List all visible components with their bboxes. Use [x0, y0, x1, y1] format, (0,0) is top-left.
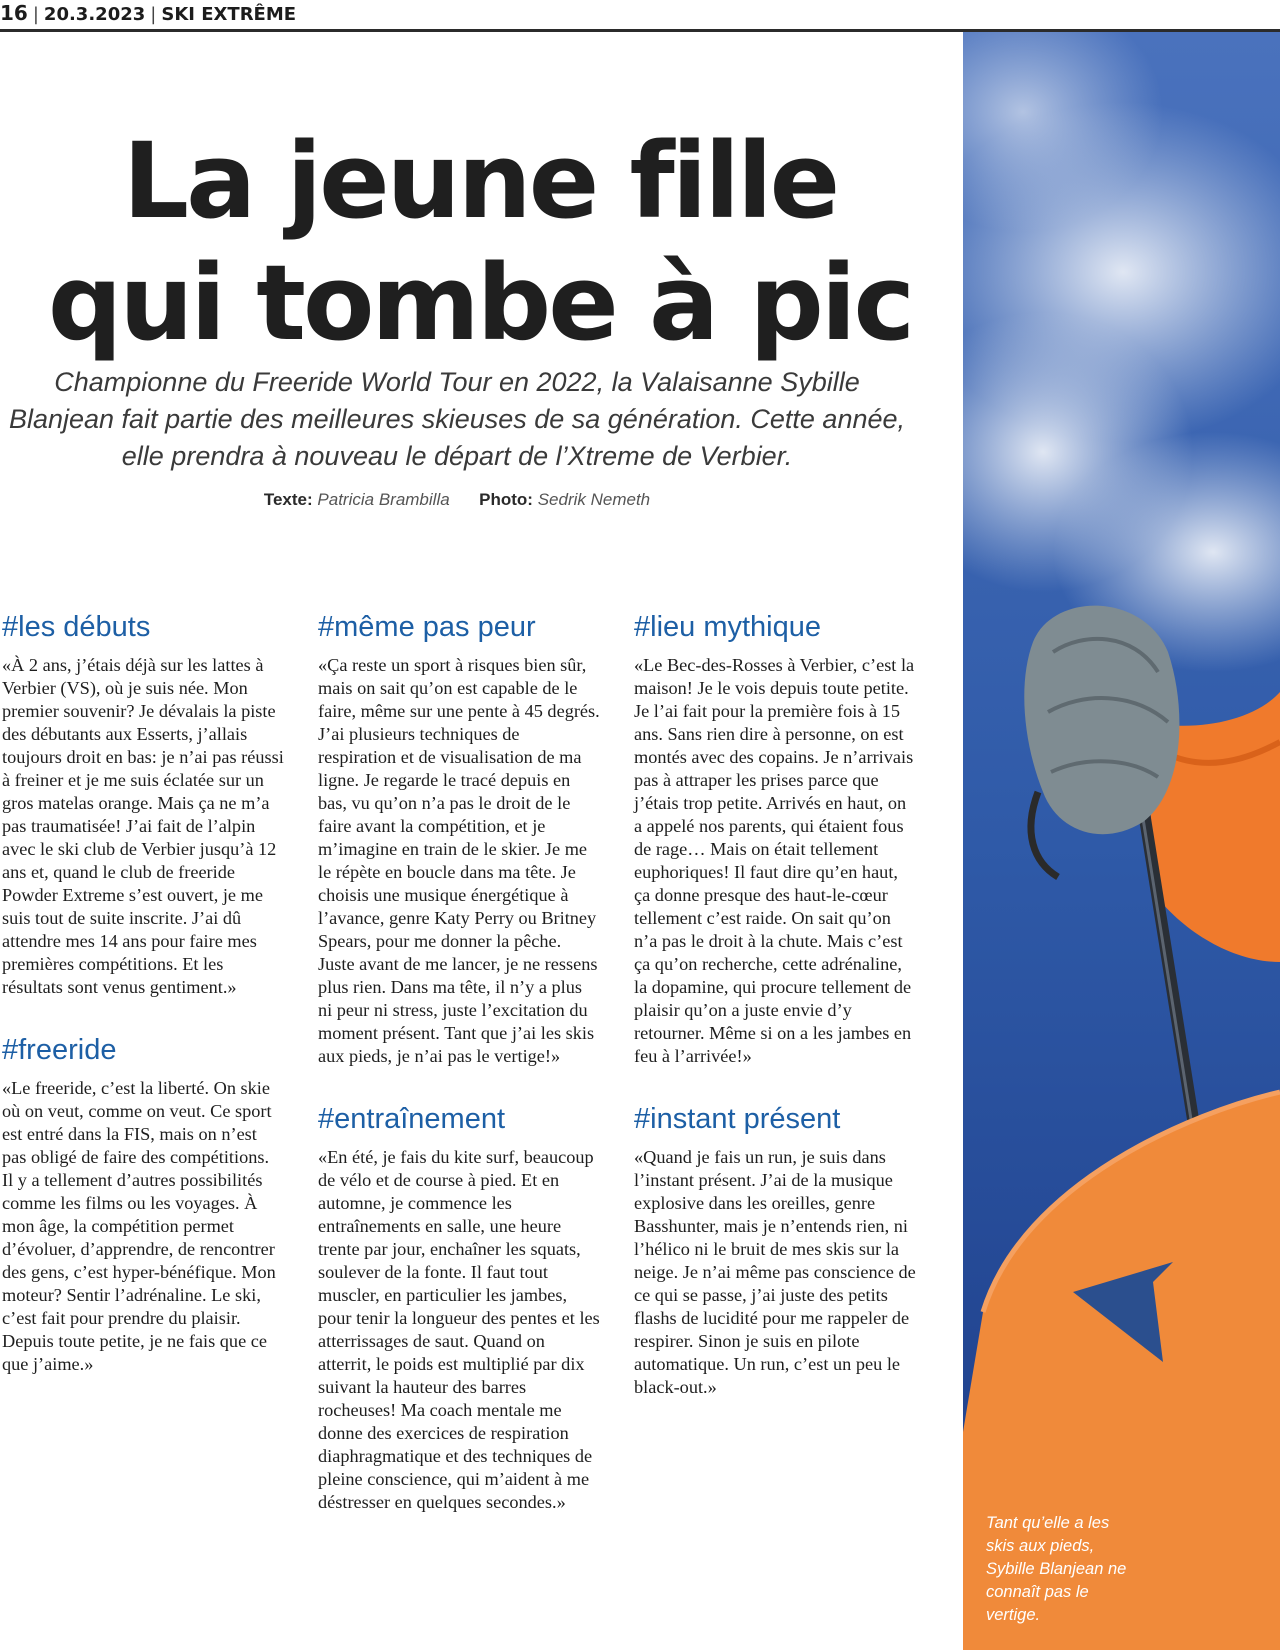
byline	[0, 490, 914, 510]
clouds	[963, 32, 1280, 672]
photo-credit-label: Photo:	[479, 490, 533, 509]
column-1	[2, 610, 284, 1410]
running-head	[0, 0, 1280, 28]
column-3	[634, 610, 916, 1433]
section-heading: #instant présent	[634, 1103, 841, 1135]
photo-illustration	[963, 32, 1280, 1650]
section-entrainement	[318, 1102, 600, 1514]
column-2	[318, 610, 600, 1548]
section-meme-pas-peur	[318, 610, 600, 1068]
section-body: «Le freeride, c’est la liberté. On skie où on veut, comme on veut. Ce sport est entré dans la FIS, mais on n’est pas obligé de faire des compétitions. Il y a tellement d’autres possibilités comme les films ou les voyages. À mon âge, la compétition permet d’évoluer, d’apprendre, de rencontrer des gens, c’est hyper-bénéfique. Mon moteur? Sentir l’adrénaline. Le ski, c’est fait pour prendre du plaisir. Depuis toute petite, je ne fais que ce que j’aime.»	[2, 1078, 276, 1374]
issue-date: 20.3.2023	[43, 4, 146, 25]
section-heading: #lieu mythique	[634, 611, 821, 643]
section-body: «Quand je fais un run, je suis dans l’instant présent. J’ai de la musique explosive dans les oreilles, genre Basshunter, mais je n’entends rien, ni l’hélico ni le bruit de mes skis sur la neige. Je n’ai même pas conscience de ce qui se passe, j’ai juste des petits flashs de lucidité pour me rappeler de respirer. Sinon je suis en pilote automatique. Un run, c’est un peu le black-out.»	[634, 1147, 916, 1397]
text-credit-label: Texte:	[263, 490, 313, 509]
section-heading: #même pas peur	[318, 611, 536, 643]
headline-line-1: La jeune fille	[122, 120, 838, 242]
section-body: «Le Bec-des-Rosses à Verbier, c’est la maison! Je le vois depuis toute petite. Je l’ai fait pour la première fois à 15 ans. Sans rien dire à personne, on est montés avec des copains. Je n’arrivais pas à attraper les prises parce que j’étais trop petite. Arrivés en haut, on a appelé nos parents, qui étaient fous de rage… Mais on était tellement euphoriques! Il faut dire qu’en haut, ça donne presque des haut-le-cœur tellement c’est raide. On sait qu’on n’a pas le droit à la chute. Mais c’est ça qu’on recherche, cette adrénaline, la dopamine, qui procure tellement de plaisir qu’on a juste envie d’y retourner. Même si on a les jambes en feu à l’arrivée!»	[634, 655, 915, 1066]
section-debuts	[2, 610, 284, 999]
section-heading: #les débuts	[2, 611, 151, 643]
photo-caption: Tant qu’elle a les skis aux pieds, Sybille Blanjean ne connaît pas le vertige.	[986, 1514, 1127, 1624]
section-freeride	[2, 1033, 284, 1376]
headline-line-2: qui tombe à pic	[47, 242, 913, 364]
separator: |	[150, 4, 157, 25]
photo-credit-author: Sedrik Nemeth	[537, 490, 651, 509]
section-lieu-mythique	[634, 610, 916, 1068]
section-body: «Ça reste un sport à risques bien sûr, mais on sait qu’on est capable de le faire, même sur une pente à 45 degrés. J’ai plusieurs techniques de respiration et de visualisation de ma ligne. Je regarde le tracé depuis en bas, vu qu’on n’a pas le droit de le faire avant la compétition, et je m’imagine en train de le skier. Je me le répète en boucle dans ma tête. Je choisis une musique énergétique à l’avance, genre Katy Perry ou Britney Spears, pour me donner la pêche. Juste avant de me lancer, je ne ressens plus rien. Dans ma tête, il n’y a plus ni peur ni stress, juste l’excitation du moment présent. Tant que j’ai les skis aux pieds, je n’ai pas le vertige!»	[318, 655, 600, 1066]
section-body: «En été, je fais du kite surf, beaucoup de vélo et de course à pied. Et en automne, je commence les entraînements en salle, une heure trente par jour, enchaîner les squats, soulever de la fonte. Il faut tout muscler, en particulier les jambes, pour tenir la longueur des pentes et les atterrissages de saut. Quand on atterrit, le poids est multiplié par dix suivant la hauteur des barres rocheuses! Ma coach mentale me donne des exercices de respiration diaphragmatique et des techniques de pleine conscience, qui m’aident à me déstresser en quelques secondes.»	[318, 1147, 600, 1512]
photo-skier	[963, 32, 1280, 1650]
text-credit-author: Patricia Brambilla	[317, 490, 450, 509]
separator: |	[32, 4, 39, 25]
section-instant-present	[634, 1102, 916, 1399]
page-number: 16	[0, 1, 28, 25]
section-heading: #entraînement	[318, 1103, 506, 1135]
section-body: «À 2 ans, j’étais déjà sur les lattes à Verbier (VS), où je suis née. Mon premier souvenir? Je dévalais la piste des débutants aux Esserts, j’allais toujours droit en bas: je n’ai pas réussi à freiner et je me suis éclatée sur un gros matelas orange. Mais ça ne m’a pas traumatisée! J’ai fait de l’alpin avec le ski club de Verbier jusqu’à 12 ans et, quand le club de freeride Powder Extreme s’est ouvert, je me suis tout de suite inscrite. J’ai dû attendre mes 14 ans pour faire mes premières compétitions. Et les résultats sont venus gentiment.»	[2, 655, 284, 997]
headline	[0, 120, 960, 364]
section-name: SKI EXTRÊME	[161, 4, 297, 25]
section-heading: #freeride	[2, 1034, 117, 1066]
standfirst: Championne du Freeride World Tour en 2022, la Valaisanne Sybille Blanjean fait partie des meilleures skieuses de sa génération. Cette année, elle prendra à nouveau le départ de l’Xtreme de Verbier.	[8, 367, 906, 471]
